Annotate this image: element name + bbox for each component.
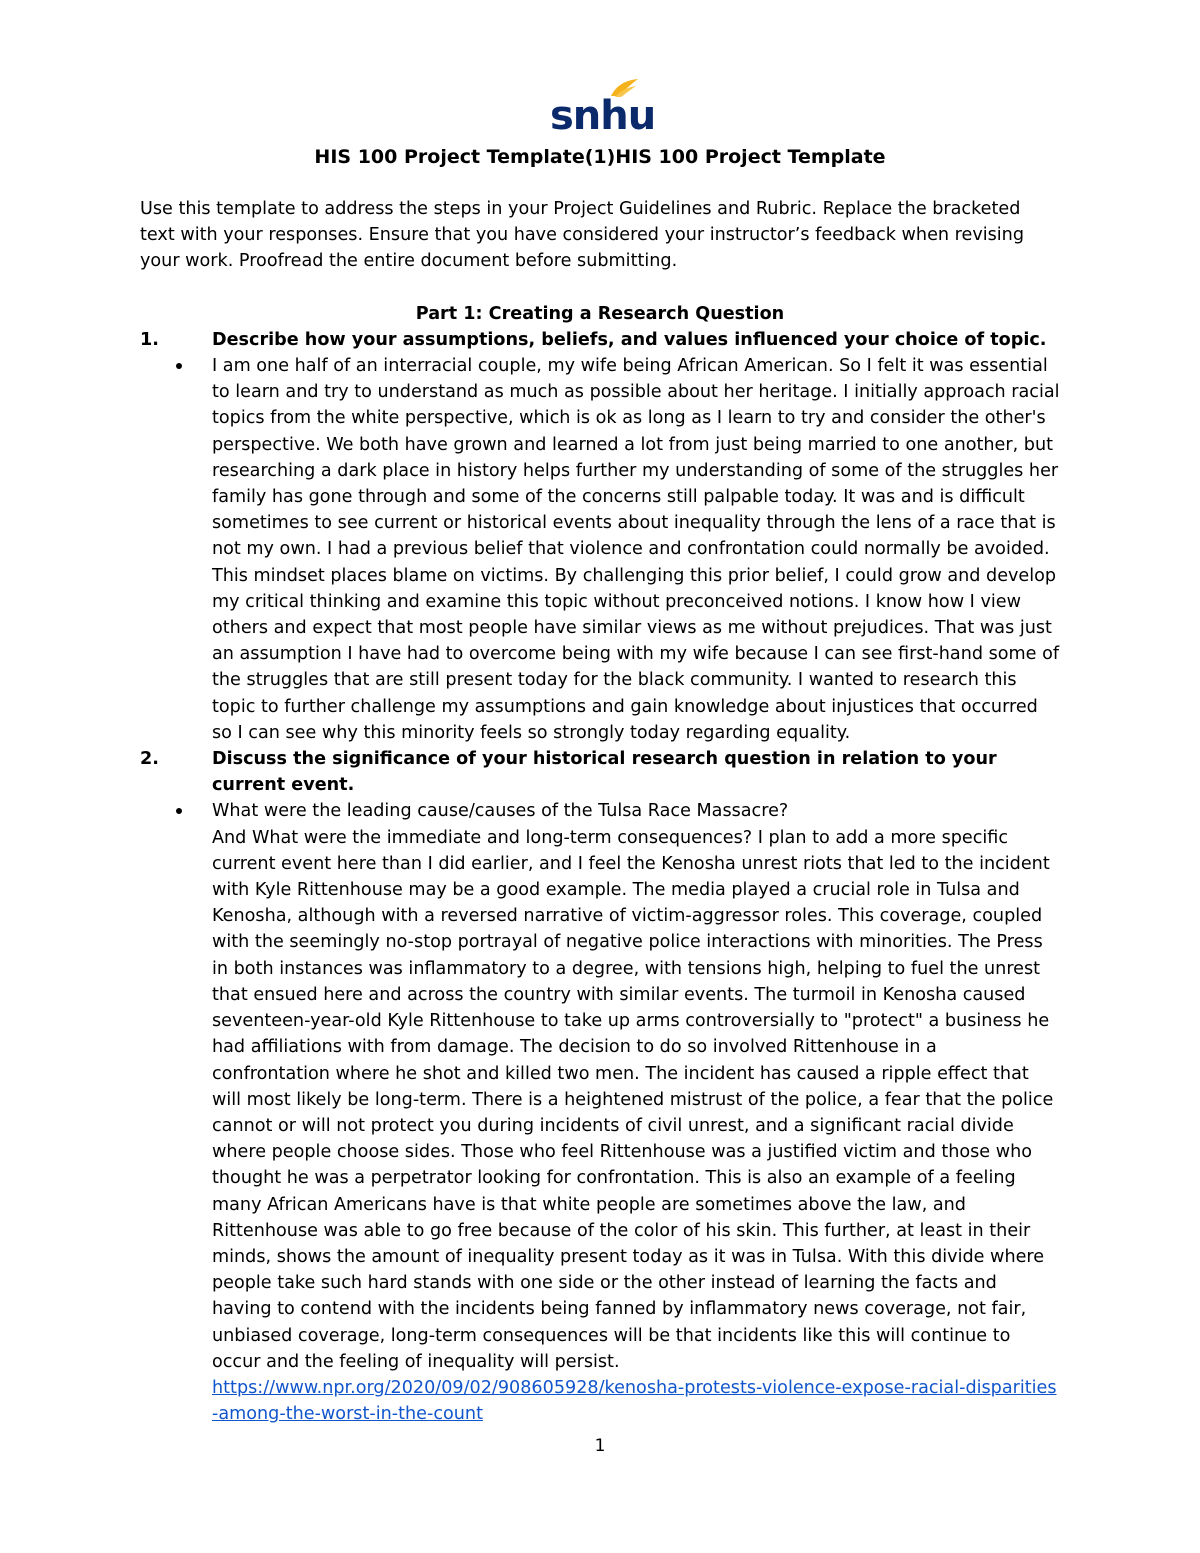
question-text: Discuss the significance of your historical research question in relation to your current event.	[212, 749, 997, 796]
question-text: Describe how your assumptions, beliefs, and values influenced your choice of topic.	[212, 329, 1047, 350]
document-body	[140, 196, 1060, 1427]
source-link[interactable]: https://www.npr.org/2020/09/02/908605928/kenosha-protests-violence-expose-racial-disparities-among-the-worst-in-the-count	[212, 1377, 1057, 1425]
document-title: HIS 100 Project Template(1)HIS 100 Project Template	[314, 146, 886, 168]
question-1	[140, 327, 1060, 353]
answer-1	[140, 353, 1060, 746]
intro-paragraph: Use this template to address the steps in your Project Guidelines and Rubric. Replace the bracketed text with your responses. Ensure that you have considered your instructor’s feedback when revising your work. Proofread the entire document before submitting.	[140, 199, 1024, 272]
question-number: 2.	[140, 749, 159, 770]
question-2	[140, 746, 1060, 798]
logo-wordmark: snhu	[550, 93, 656, 139]
part1-heading: Part 1: Creating a Research Question	[415, 303, 785, 324]
answer-2	[140, 798, 1060, 1427]
answer-text: I am one half of an interracial couple, my wife being African American. So I felt it was essential to learn and try to understand as much as possible about her heritage. I initially approach racial topics from the white perspective, which is ok as long as I learn to try and consider the other's perspective. We both have grown and learned a lot from just being married to one another, but researching a dark place in history helps further my understanding of some of the struggles her family has gone through and some of the concerns still palpable today. It was and is difficult sometimes to see current or historical events about inequality through the lens of a race that is not my own. I had a previous belief that violence and confrontation could normally be avoided. This mindset places blame on victims. By challenging this prior belief, I could grow and develop my critical thinking and examine this topic without preconceived notions. I know how I view others and expect that most people have similar views as me without prejudices. That was just an assumption I have had to overcome being with my wife because I can see first-hand some of the struggles that are still present today for the black community. I wanted to research this topic to further challenge my assumptions and gain knowledge about injustices that occurred so I can see why this minority feels so strongly today regarding equality.	[212, 356, 1060, 743]
snhu-logo	[550, 78, 656, 139]
question-number: 1.	[140, 329, 159, 350]
answer-text: And What were the immediate and long-term consequences? I plan to add a more specific current event here than I did earlier, and I feel the Kenosha unrest riots that led to the incident with Kyle Rittenhouse may be a good example. The media played a crucial role in Tulsa and Kenosha, although with a reversed narrative of victim-aggressor roles. This coverage, coupled with the seemingly no-stop portrayal of negative police interactions with minorities. The Press in both instances was inflammatory to a degree, with tensions high, helping to fuel the unrest that ensued here and across the country with similar events. The turmoil in Kenosha caused seventeen-year-old Kyle Rittenhouse to take up arms controversially to "protect" a business he had affiliations with from damage. The decision to do so involved Rittenhouse in a confrontation where he shot and killed two men. The incident has caused a ripple effect that will most likely be long-term. There is a heightened mistrust of the police, a fear that the police cannot or will not protect you during incidents of civil unrest, and a significant racial divide where people choose sides. Those who feel Rittenhouse was a justified victim and those who thought he was a perpetrator looking for confrontation. This is also an example of a feeling many African Americans have is that white people are sometimes above the law, and Rittenhouse was able to go free because of the color of his skin. This further, at least in their minds, shows the amount of inequality present today as it was in Tulsa. With this divide where people take such hard stands with one side or the other instead of learning the facts and having to contend with the incidents being fanned by inflammatory news coverage, not fair, unbiased coverage, long-term consequences will be that incidents like this will continue to occur and the feeling of inequality will persist.	[212, 827, 1054, 1372]
page-number: 1	[594, 1436, 606, 1456]
research-question: What were the leading cause/causes of the Tulsa Race Massacre?	[212, 801, 789, 822]
